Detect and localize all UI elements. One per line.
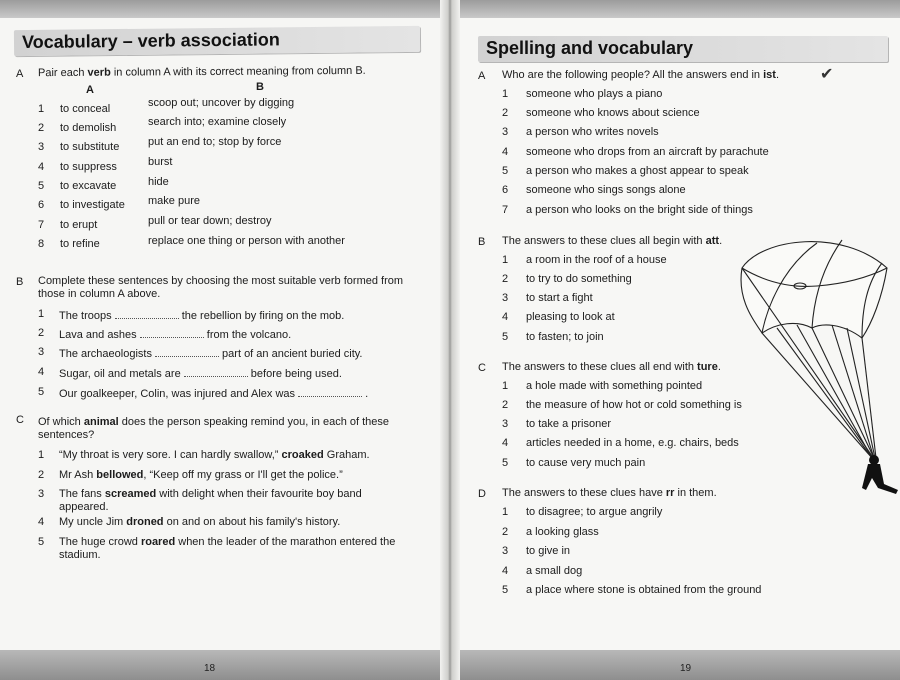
parachutist-illustration — [722, 228, 900, 498]
section-instruction: The answers to these clues have rr in them. — [502, 487, 717, 499]
list-item-number: 4 — [38, 366, 45, 378]
list-item-number: 5 — [502, 584, 509, 596]
list-item-number: 1 — [38, 449, 45, 461]
clue-text: someone who plays a piano — [526, 88, 663, 100]
list-item-number: 4 — [502, 311, 509, 323]
list-item-number: 2 — [38, 122, 45, 134]
clue-text: a small dog — [526, 565, 583, 577]
section-letter: C — [16, 414, 24, 426]
column-b-meaning: search into; examine closely — [148, 116, 287, 129]
clue-text: to disagree; to argue angrily — [526, 506, 663, 518]
list-item-number: 3 — [502, 292, 509, 304]
column-a-verb: to investigate — [60, 199, 125, 211]
list-item-number: 7 — [502, 204, 509, 216]
list-item-number: 5 — [38, 386, 45, 398]
list-item-number: 3 — [502, 126, 509, 138]
column-b-meaning: make pure — [148, 195, 200, 207]
list-item-number: 4 — [502, 437, 509, 449]
column-a-verb: to conceal — [60, 103, 111, 115]
right-page — [452, 0, 900, 680]
book-gutter — [440, 0, 460, 680]
list-item-number: 1 — [502, 254, 509, 266]
list-item-number: 6 — [502, 184, 509, 196]
animal-sentence: “My throat is very sore. I can hardly swallow,” croaked Graham. — [59, 449, 370, 461]
clue-text: to cause very much pain — [526, 457, 646, 469]
animal-sentence: The fans screamed with delight when their favourite boy band appeared. — [59, 488, 362, 513]
list-item-number: 5 — [502, 457, 509, 469]
list-item-number: 4 — [502, 146, 509, 158]
left-title-bar — [14, 26, 420, 56]
clue-text: someone who knows about science — [526, 107, 700, 119]
clue-text: a hole made with something pointed — [526, 380, 703, 392]
column-b-meaning: hide — [148, 175, 169, 188]
list-item-number: 3 — [502, 418, 509, 430]
list-item-number: 8 — [38, 238, 45, 250]
clue-text: to take a prisoner — [526, 418, 611, 430]
section-instruction: Of which animal does the person speaking remind you, in each of these sentences? — [38, 416, 390, 441]
page-title: Vocabulary – verb association — [21, 29, 280, 53]
clue-text: to fasten; to join — [526, 331, 604, 343]
list-item-number: 2 — [38, 327, 45, 339]
section-letter: A — [16, 68, 24, 80]
clue-text: a person who writes novels — [526, 126, 659, 138]
column-b-meaning: replace one thing or person with another — [148, 234, 345, 247]
clue-text: articles needed in a home, e.g. chairs, beds — [526, 437, 739, 449]
list-item-number: 3 — [502, 545, 509, 557]
fill-in-sentence: Sugar, oil and metals are before being used. — [59, 368, 342, 380]
clue-text: someone who sings songs alone — [526, 184, 686, 196]
list-item-number: 2 — [502, 399, 509, 411]
answer-blank[interactable] — [140, 327, 204, 338]
animal-sentence: Mr Ash bellowed, “Keep off my grass or I'll get the police.” — [59, 469, 343, 481]
list-item-number: 1 — [38, 103, 45, 115]
animal-sentence: My uncle Jim droned on and on about his family's history. — [59, 516, 341, 528]
page-title: Spelling and vocabulary — [486, 38, 694, 58]
column-a-verb: to refine — [60, 238, 100, 250]
list-item-number: 6 — [38, 199, 45, 211]
clue-text: to try to do something — [526, 273, 632, 285]
top-edge-bar — [452, 0, 900, 18]
column-a-verb: to demolish — [60, 122, 117, 134]
list-item-number: 5 — [502, 331, 509, 343]
column-b-meaning: pull or tear down; destroy — [148, 215, 272, 228]
clue-text: the measure of how hot or cold something is — [526, 399, 742, 411]
column-a-heading: A — [86, 84, 94, 96]
list-item-number: 5 — [38, 180, 45, 192]
answer-blank[interactable] — [298, 386, 362, 397]
list-item-number: 4 — [38, 161, 45, 173]
right-title-bar — [478, 36, 888, 62]
top-edge-bar — [0, 0, 448, 18]
clue-text: a place where stone is obtained from the ground — [526, 584, 762, 596]
clue-text: a person who makes a ghost appear to speak — [526, 165, 749, 177]
list-item-number: 7 — [38, 219, 45, 231]
list-item-number: 2 — [502, 273, 509, 285]
clue-text: to give in — [526, 545, 571, 557]
list-item-number: 3 — [38, 141, 45, 153]
section-instruction: The answers to these clues all end with ture. — [502, 361, 721, 373]
clue-text: pleasing to look at — [526, 311, 615, 323]
section-instruction: Pair each verb in column A with its correct meaning from column B. — [37, 64, 366, 80]
section-instruction: Complete these sentences by choosing the most suitable verb formed from those in column A above. — [38, 275, 404, 300]
section-instruction: The answers to these clues all begin with att. — [502, 235, 723, 247]
clue-text: someone who drops from an aircraft by parachute — [526, 146, 769, 158]
column-b-heading: B — [256, 81, 264, 93]
list-item-number: 2 — [502, 526, 509, 538]
list-item-number: 1 — [502, 88, 509, 100]
fill-in-sentence: Our goalkeeper, Colin, was injured and Alex was . — [59, 388, 369, 400]
clue-text: a looking glass — [526, 526, 599, 538]
animal-sentence: The huge crowd roared when the leader of the marathon entered the stadium. — [59, 536, 396, 561]
column-b-meaning: put an end to; stop by force — [148, 135, 282, 148]
list-item-number: 1 — [502, 380, 509, 392]
answer-blank[interactable] — [184, 366, 248, 377]
page-number: 18 — [204, 663, 216, 674]
fill-in-sentence: Lava and ashes from the volcano. — [59, 329, 292, 341]
answer-blank[interactable] — [115, 308, 179, 319]
clue-text: a room in the roof of a house — [526, 254, 667, 266]
footer-bar — [452, 650, 900, 680]
column-b-meaning: burst — [148, 156, 173, 169]
list-item-number: 5 — [502, 165, 509, 177]
section-instruction: Who are the following people? All the answers end in ist. — [502, 69, 780, 81]
clue-text: a person who looks on the bright side of things — [526, 204, 753, 216]
column-a-verb: to excavate — [60, 180, 117, 192]
list-item-number: 2 — [502, 107, 509, 119]
section-letter: B — [16, 276, 24, 288]
section-letter: C — [478, 362, 486, 374]
list-item-number: 4 — [38, 516, 45, 528]
left-page — [0, 0, 448, 680]
footer-bar — [0, 650, 448, 680]
list-item-number: 3 — [38, 488, 45, 500]
column-a-verb: to substitute — [60, 141, 120, 153]
section-letter: D — [478, 488, 486, 500]
fill-in-sentence: The archaeologists part of an ancient buried city. — [59, 348, 363, 360]
column-b-meaning: scoop out; uncover by digging — [148, 97, 295, 109]
list-item-number: 3 — [38, 346, 45, 358]
list-item-number: 2 — [38, 469, 45, 481]
list-item-number: 1 — [38, 308, 45, 320]
clue-text: to start a fight — [526, 292, 593, 304]
column-a-verb: to suppress — [60, 161, 117, 173]
list-item-number: 5 — [38, 536, 45, 548]
section-letter: A — [478, 70, 486, 82]
section-letter: B — [478, 236, 486, 248]
column-a-verb: to erupt — [60, 219, 98, 231]
list-item-number: 1 — [502, 506, 509, 518]
answer-blank[interactable] — [155, 346, 219, 357]
page-number: 19 — [680, 663, 692, 674]
pen-tick-icon: ✔ — [820, 66, 834, 83]
list-item-number: 4 — [502, 565, 509, 577]
fill-in-sentence: The troops the rebellion by firing on the mob. — [59, 310, 345, 322]
